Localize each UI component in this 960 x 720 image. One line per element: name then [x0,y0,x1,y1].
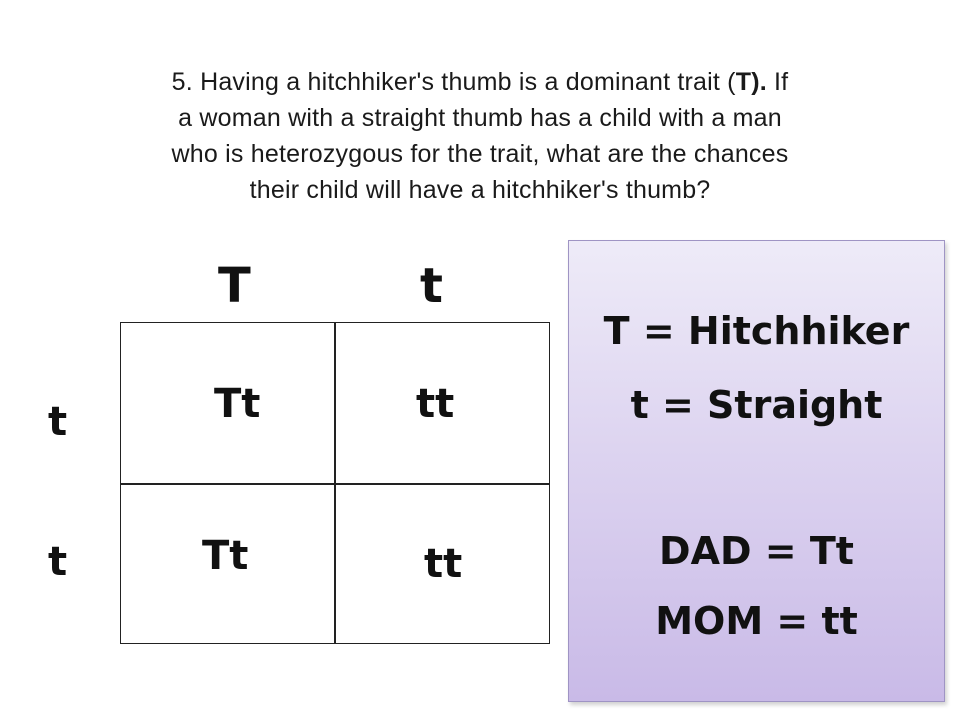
row-header-1: t [48,399,68,445]
cell-r1-c1: Tt [214,381,261,427]
question-line-1 [60,64,900,100]
punnett-square [120,322,550,644]
legend-line-3: DAD = Tt [659,529,854,573]
legend-box [568,240,945,702]
col-header-1: T [218,258,251,314]
question-line-4: their child will have a hitchhiker's thumb? [249,176,711,204]
question-line-1-rest: If [766,68,789,96]
question-text [60,64,900,208]
question-line-3: who is heterozygous for the trait, what are the chances [171,140,789,168]
legend-line-1: T = Hitchhiker [603,309,910,353]
question-bold-close: ). [751,68,767,96]
question-line-2: a woman with a straight thumb has a child with a man [178,104,782,132]
question-bold-letter: T [735,68,752,96]
cell-r1-c2: tt [416,381,455,427]
legend-line-2: t = Straight [630,383,883,427]
cell-r2-c2: tt [424,541,463,587]
question-prefix: 5. Having a hitchhiker's thumb is a dominant trait ( [171,68,736,96]
cell-r2-c1: Tt [202,533,249,579]
legend-line-4: MOM = tt [655,599,858,643]
grid-divider-horizontal [121,483,549,485]
col-header-2: t [420,258,443,314]
row-header-2: t [48,539,68,585]
